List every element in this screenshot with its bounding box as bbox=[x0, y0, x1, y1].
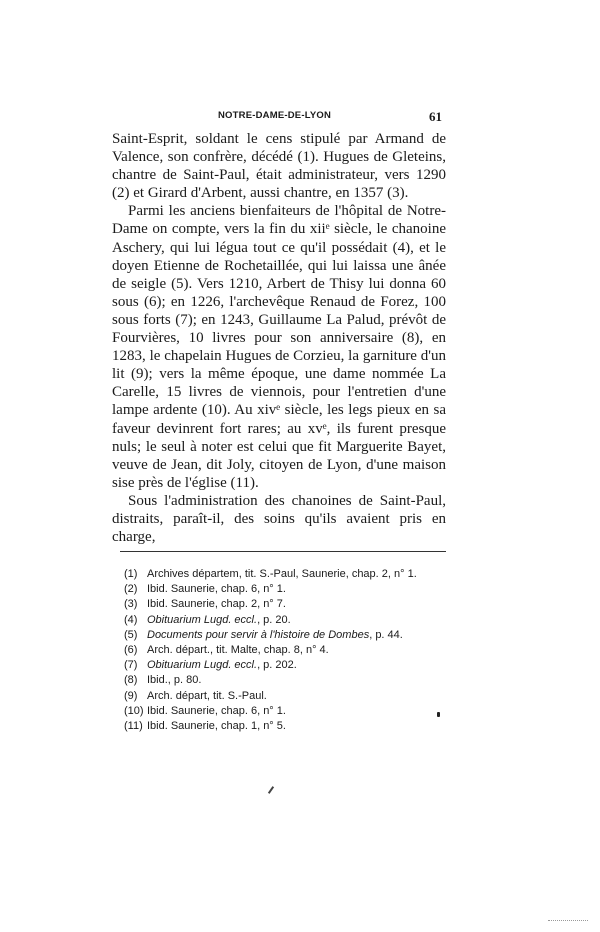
footnote bbox=[124, 689, 446, 704]
scan-edge-mark bbox=[548, 920, 588, 922]
footnote-text: Arch. départ., tit. Malte, chap. 8, n° 4. bbox=[147, 644, 329, 657]
paragraph: Sous l'administration des chanoines de Saint-Paul, distraits, paraît-il, des soins qu'ils avaient pris en charge, bbox=[112, 492, 446, 546]
footnote-number: (11) bbox=[124, 720, 143, 733]
footnote-number: (9) bbox=[124, 689, 138, 702]
footnote-number: (10) bbox=[124, 704, 144, 717]
footnote-number: (6) bbox=[124, 644, 138, 657]
footnote-title: Obituarium Lugd. eccl. bbox=[147, 613, 258, 626]
footnote-text: Ibid. Saunerie, chap. 6, n° 1. bbox=[147, 704, 286, 717]
running-title: NOTRE-DAME-DE-LYON bbox=[218, 110, 332, 121]
footnotes-list bbox=[124, 567, 446, 734]
footnote bbox=[124, 658, 446, 673]
footnote bbox=[124, 628, 446, 643]
footnote-text: , p. 202. bbox=[257, 659, 297, 672]
footnote-text: Ibid. Saunerie, chap. 6, n° 1. bbox=[147, 583, 286, 596]
footnote bbox=[124, 567, 446, 582]
footnote-number: (2) bbox=[124, 583, 138, 596]
footnote bbox=[124, 643, 446, 658]
ink-speck bbox=[268, 786, 274, 794]
footnote bbox=[124, 704, 446, 719]
footnote bbox=[124, 719, 446, 734]
footnote-number: (5) bbox=[124, 628, 138, 641]
footnote bbox=[124, 613, 446, 628]
footnote-title: Documents pour servir à l'histoire de Dombes bbox=[147, 628, 370, 641]
footnote-number: (1) bbox=[124, 568, 138, 580]
ink-speck bbox=[437, 712, 440, 717]
footnote-text: Ibid. Saunerie, chap. 1, n° 5. bbox=[147, 720, 286, 733]
paragraph: Saint-Esprit, soldant le cens stipulé par Armand de Valence, son confrère, décédé (1). Hugues de Gleteins, chantre de Saint-Paul, était administrateur, vers 1290 (2) et Girard d'Arbent, aussi chantre, en 1357 (3). bbox=[112, 131, 446, 202]
footnote-text: , p. 20. bbox=[257, 613, 291, 626]
body-text bbox=[112, 130, 446, 546]
footnote-number: (7) bbox=[124, 659, 138, 672]
footnote-divider bbox=[120, 551, 446, 552]
footnote-number: (8) bbox=[124, 674, 138, 687]
footnote bbox=[124, 582, 446, 597]
footnote-text: Ibid. Saunerie, chap. 2, n° 7. bbox=[147, 598, 286, 611]
footnote-text: Arch. départ, tit. S.-Paul. bbox=[147, 689, 267, 702]
footnote-number: (3) bbox=[124, 598, 138, 611]
page-number: 61 bbox=[429, 109, 442, 124]
footnote-text: Archives départem, tit. S.-Paul, Saunerie, chap. 2, n° 1. bbox=[147, 568, 417, 580]
footnote-number: (4) bbox=[124, 613, 138, 626]
footnote-text: , p. 44. bbox=[369, 628, 403, 641]
footnote bbox=[124, 673, 446, 688]
footnote-title: Obituarium Lugd. eccl. bbox=[147, 659, 258, 672]
footnote bbox=[124, 597, 446, 612]
footnote-text: Ibid., p. 80. bbox=[147, 674, 202, 687]
paragraph: Parmi les anciens bienfaiteurs de l'hôpital de Notre-Dame on compte, vers la fin du xiiᵉ siècle, le chanoine Aschery, qui lui légua tout ce qu'il possédait (4), et le doyen Etienne de Rochetaillée, qui lui laissa une ânée de seigle (5). Vers 1210, Arbert de Thisy lui donna 60 sous (6); en 1226, l'archevêque Renaud de Forez, 100 sous forts (7); en 1243, Guillaume La Palud, prévôt de Fourvières, 10 livres pour son anniversaire (8), en 1283, le chapelain Hugues de Corzieu, la garniture d'un lit (9); vers la même époque, une dame nommée La Carelle, 15 livres de viennois, pour l'entretien d'une lampe ardente (10). Au xivᵉ siècle, les legs pieux en sa faveur devinrent fort rares; au xvᵉ, ils furent presque nuls; le seul à noter est celui que fit Marguerite Bayet, veuve de Jean, dit Joly, citoyen de Lyon, d'une maison sise près de l'église (11). bbox=[112, 203, 446, 491]
page-header bbox=[112, 109, 446, 125]
